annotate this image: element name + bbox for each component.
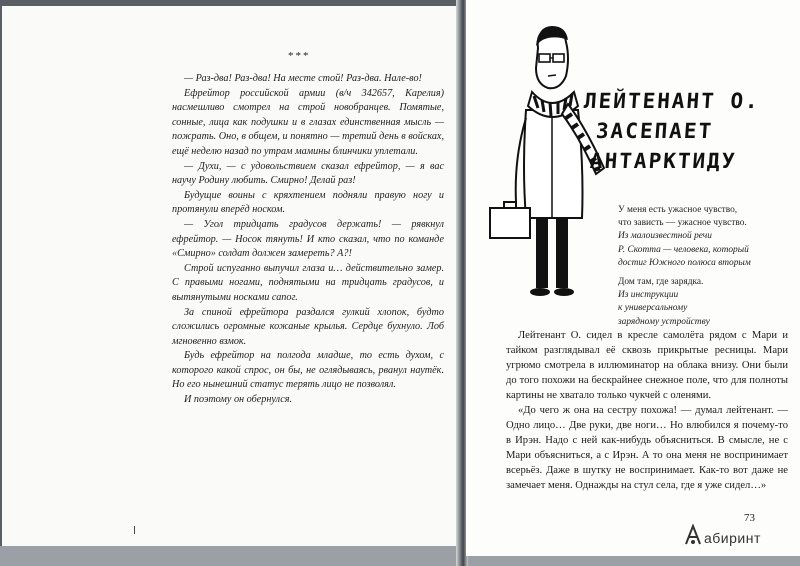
labirint-logo-icon [684, 524, 702, 546]
left-paragraph: Будущие воины с кряхтением подняли правую ногу и протянули вперёд носком. [172, 189, 444, 216]
left-paragraph: — Угол тридцать градусов держать! — рявкнул ефрейтор. — Носок тянуть! И кто сказал, что по команде «Смирно» солдат должен замереть? А?! [172, 218, 444, 260]
left-paragraph: И поэтому он обернулся. [184, 394, 293, 406]
chapter-title-line: ЗАСЕПАЕТ [595, 119, 714, 143]
left-paragraph: Будь ефрейтор на полгода младше, то есть духом, с которого какой спрос, он бы, не оглядываясь, рванул наутёк. Но его нынешний статус терять лицо не позволял. [172, 350, 444, 391]
epigraph-source: Р. Скотта — человека, который [618, 244, 749, 255]
watermark-text: абиринт [704, 530, 761, 546]
watermark-logo [684, 522, 761, 546]
left-paragraph: За спиной ефрейтора раздался гулкий хлопок, будто сложились огромные кожаные крылья. Сердце бухнуло. Лоб мгновенно взмок. [172, 306, 444, 347]
epigraph-source: Из инструкции [618, 290, 679, 301]
page-number: 73 [744, 512, 755, 524]
epigraph-source: к универсальному [618, 303, 688, 314]
epigraph-line: Дом там, где зарядка. [618, 277, 704, 288]
right-page-text [506, 328, 788, 493]
left-paragraph: — Духи, — с удовольствием сказал ефрейтор, — я вас научу Родину любить. Смирно! Делай раз! [172, 160, 444, 187]
left-paragraph: — Раз-два! Раз-два! На месте стой! Раз-два. Нале-во! [184, 73, 422, 84]
epigraph-source: достиг Южного полюса вторым [618, 257, 751, 268]
chapter-title-line: АНТАРКТИДУ [589, 149, 738, 173]
right-paragraph: Лейтенант О. сидел в кресле самолёта рядом с Мари и тайком разглядывал её сквозь прикрытые ресницы. Мари угрюмо смотрела в иллюминатор на облака внизу. Они были до того похожи на бескрайнее снежное поле, что для полноты картины не хватало только чукчей с оленями. [506, 330, 788, 401]
left-paragraph: Строй испуганно выпучил глаза и… действительно замер. С правыми ногами, поднятыми на тридцать градусов, и вытянутыми носками сапог. [172, 262, 444, 303]
section-separator: *** [288, 50, 311, 62]
epigraph-source: Из малоизвестной речи [618, 231, 712, 242]
epigraph-line: что зависть — ужасное чувство. [618, 218, 747, 229]
epigraph-source: зарядному устройству [618, 316, 710, 327]
right-page [466, 0, 800, 556]
right-paragraph: «До чего ж она на сестру похожа! — думал лейтенант. — Одно лицо… Две руки, две ноги… Но влюбился я почему-то в Ирэн. Надо с ней как-нибудь объясниться. В смысле, не с Мари объясниться, а с Ирэн. А то она меня не воспринимает всерьёз. Даже в шутку не воспринимает. Как-то вот даже не замечает меня. Однажды на стул села, где я уже сидел…» [506, 405, 788, 491]
epigraph-line: У меня есть ужасное чувство, [618, 205, 738, 215]
left-page-text [172, 72, 444, 408]
margin-mark [134, 526, 135, 534]
left-page [2, 6, 458, 546]
chapter-title-line: ЛЕЙТЕНАНТ О. [583, 89, 761, 113]
epigraphs [618, 204, 794, 329]
left-paragraph: Ефрейтор российской армии (в/ч 342657, Карелия) насмешливо смотрел на строй новобранцев. Помятые, сонные, лица как подушки и в глазах единственная мысль — пожрать. Оно, в общем, и понятно — третий день в войсках, ещё неделю назад по утрам мамины блинчики уплетали. [172, 87, 444, 157]
chapter-title [584, 86, 798, 176]
